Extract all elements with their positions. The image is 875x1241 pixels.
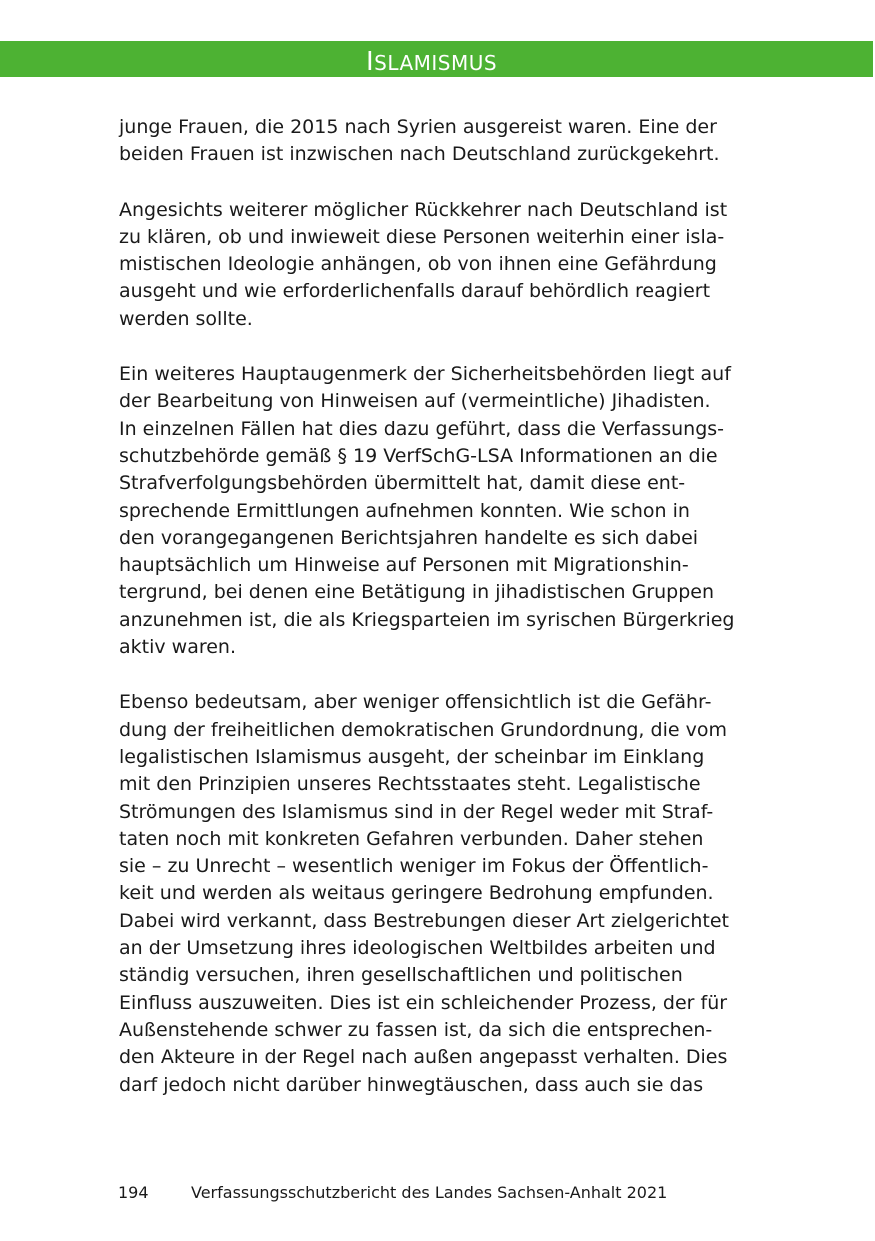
text-line: sie – zu Unrecht – wesentlich weniger im Fokus der Öffentlich- xyxy=(119,855,709,878)
paragraph xyxy=(119,197,759,333)
text-line: Einfluss auszuweiten. Dies ist ein schleichender Prozess, der für xyxy=(119,991,728,1014)
text-line: ausgeht und wie erforderlichenfalls darauf behördlich reagiert xyxy=(119,280,711,303)
text-line: taten noch mit konkreten Gefahren verbunden. Daher stehen xyxy=(119,827,704,850)
text-line: darf jedoch nicht darüber hinwegtäuschen, dass auch sie das xyxy=(119,1073,704,1096)
text-line: aktiv waren. xyxy=(119,636,237,659)
text-line: tergrund, bei denen eine Betätigung in jihadistischen Gruppen xyxy=(119,581,715,604)
text-line: sprechende Ermittlungen aufnehmen konnten. Wie schon in xyxy=(119,499,690,522)
text-line: hauptsächlich um Hinweise auf Personen mit Migrationshin- xyxy=(119,554,689,577)
text-line: anzunehmen ist, die als Kriegsparteien im syrischen Bürgerkrieg xyxy=(119,608,735,631)
text-line: Dabei wird verkannt, dass Bestrebungen dieser Art zielgerichtet xyxy=(119,909,729,932)
text-line: der Bearbeitung von Hinweisen auf (vermeintliche) Jihadisten. xyxy=(119,390,711,413)
text-line: keit und werden als weitaus geringere Bedrohung empfunden. xyxy=(119,882,714,905)
text-line: den Akteure in der Regel nach außen angepasst verhalten. Dies xyxy=(119,1046,728,1069)
text-line: mit den Prinzipien unseres Rechtsstaates steht. Legalistische xyxy=(119,773,701,796)
text-line: ständig versuchen, ihren gesellschaftlichen und politischen xyxy=(119,964,683,987)
text-line: dung der freiheitlichen demokratischen Grundordnung, die vom xyxy=(119,718,727,741)
text-line: Strafverfolgungsbehörden übermittelt hat, damit diese ent- xyxy=(119,472,686,495)
text-line: legalistischen Islamismus ausgeht, der scheinbar im Einklang xyxy=(119,745,705,768)
text-line: junge Frauen, die 2015 nach Syrien ausgereist waren. Eine der xyxy=(119,116,717,138)
text-line: Außenstehende schwer zu fassen ist, da sich die entsprechen- xyxy=(119,1018,713,1041)
text-line: Ein weiteres Hauptaugenmerk der Sicherheitsbehörden liegt auf xyxy=(119,363,731,386)
text-line: Ebenso bedeutsam, aber weniger offensichtlich ist die Gefähr- xyxy=(119,691,712,714)
text-line: an der Umsetzung ihres ideologischen Weltbildes arbeiten und xyxy=(119,937,716,960)
paragraph xyxy=(119,689,759,1098)
footer-title: Verfassungsschutzbericht des Landes Sachsen-Anhalt 2021 xyxy=(191,1183,668,1202)
page-number: 194 xyxy=(118,1183,149,1202)
section-title xyxy=(366,47,497,78)
section-title-initial: I xyxy=(366,47,375,77)
text-line: mistischen Ideologie anhängen, ob von ihnen eine Gefährdung xyxy=(119,253,717,276)
text-line: zu klären, ob und inwieweit diese Personen weiterhin einer isla- xyxy=(119,225,725,248)
paragraph xyxy=(119,114,759,169)
text-line: schutzbehörde gemäß § 19 VerfSchG-LSA Informationen an die xyxy=(119,444,718,467)
text-line: den vorangegangenen Berichtsjahren handelte es sich dabei xyxy=(119,526,699,549)
paragraph xyxy=(119,361,759,661)
body-text xyxy=(119,114,759,1099)
text-line: Angesichts weiterer möglicher Rückkehrer nach Deutschland ist xyxy=(119,198,728,221)
section-title-rest: SLAMISMUS xyxy=(374,51,498,75)
text-line: Strömungen des Islamismus sind in der Regel weder mit Straf- xyxy=(119,800,714,823)
text-line: In einzelnen Fällen hat dies dazu geführt, dass die Verfassungs- xyxy=(119,417,725,440)
text-line: werden sollte. xyxy=(119,307,253,330)
text-line: beiden Frauen ist inzwischen nach Deutschland zurückgekehrt. xyxy=(119,143,720,166)
